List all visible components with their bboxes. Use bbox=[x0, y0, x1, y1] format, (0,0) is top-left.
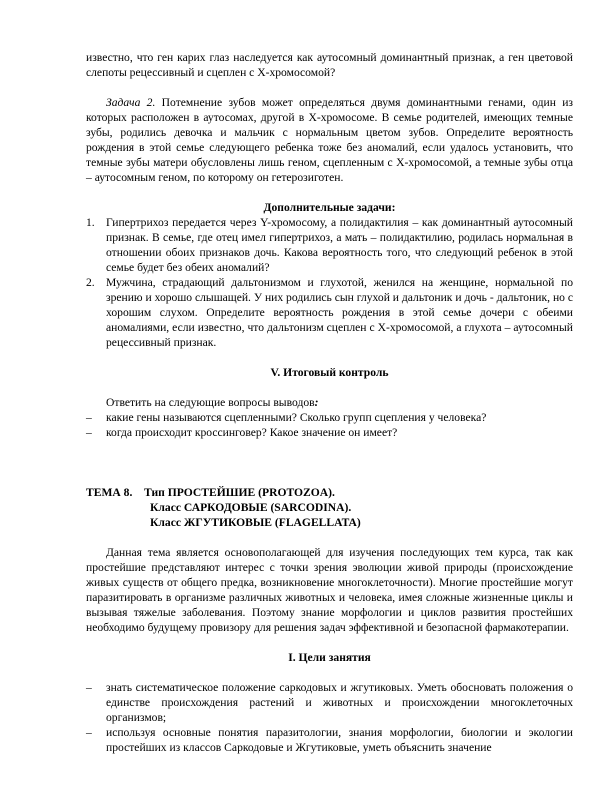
final-control-prompt-colon: : bbox=[314, 396, 319, 409]
list-item-text: когда происходит кроссинговер? Какое значение он имеет? bbox=[106, 426, 398, 439]
goals-heading: I. Цели занятия bbox=[288, 651, 371, 664]
document-page bbox=[86, 50, 573, 755]
intro-paragraph: известно, что ген карих глаз наследуется как аутосомный доминантный признак, а ген цветовой слепоты рецессивный и сцеплен с Х-хромосомой? bbox=[86, 51, 573, 79]
list-item bbox=[86, 725, 573, 755]
final-control-prompt bbox=[86, 395, 573, 410]
final-control-list bbox=[86, 410, 573, 440]
goals-list bbox=[86, 680, 573, 755]
list-item-text: Мужчина, страдающий дальтонизмом и глухотой, женился на женщине, нормальной по зрению и хорошо слышащей. У них родились сын глухой и дальтоник и дочь - дальтоник, но с хорошим слухом. Определите вероятность рождения в этой семье дочери с обеими аномалиями, если известно, что дальтонизм сцеплен с Х-хромосомой, а глухота – аутосомный рецессивный признак. bbox=[106, 276, 573, 349]
final-control-heading: V. Итоговый контроль bbox=[270, 366, 389, 379]
dash-marker: – bbox=[86, 411, 92, 424]
topic-intro-paragraph: Данная тема является основополагающей для изучения последующих тем курса, так как простейшие представляют интерес с точки зрения эволюции живой природы (происхождение живых существ от общего предка, возникновение многоклеточности). Многие простейшие могут паразитировать в организме различных животных и человека, имея сложные жизненные циклы и вызывая тяжелые заболевания. Поэтому знание морфологии и циклов развития простейших необходимо будущему провизору для решения задач эффективной и безопасной фармакотерапии. bbox=[86, 546, 573, 634]
topic-line-class-flagellata: Класс ЖГУТИКОВЫЕ (FLAGELLATA) bbox=[150, 516, 361, 529]
dash-marker: – bbox=[86, 426, 92, 439]
extra-tasks-heading: Дополнительные задачи: bbox=[263, 201, 396, 214]
list-item bbox=[86, 680, 573, 725]
list-item bbox=[86, 410, 573, 425]
list-item-text: Гипертрихоз передается через Y-хромосому, а полидактилия – как доминантный аутосомный признак. В семье, где отец имел гипертрихоз, а мать – полидактилию, родилась нормальная в отношении обоих признаков дочь. Какова вероятность того, что следующий ребенок в этой семье будет без обеих аномалий? bbox=[106, 216, 573, 274]
topic-line-type: Тип ПРОСТЕЙШИЕ (PROTOZOA). bbox=[144, 486, 335, 499]
list-item bbox=[86, 215, 573, 275]
list-item-number: 2. bbox=[86, 276, 95, 289]
list-item-text: используя основные понятия паразитологии, знания морфологии, биологии и экологии простейших из классов Саркодовые и Жгутиковые, уметь объяснить значение bbox=[106, 726, 573, 754]
topic-label: ТЕМА 8. bbox=[86, 486, 133, 499]
task-2-text: Потемнение зубов может определяться двумя доминантными генами, один из которых расположен в аутосомах, другой в Х-хромосоме. В семье родителей, имеющих темные зубы, родились девочка и мальчик с нормальным цветом зубов. Определите вероятность рождения в этой семье следующего ребенка тоже без аномалий, если удалось установить, что темные зубы матери обусловлены лишь геном, сцепленным с Х-хромосомой, а темные зубы отца – аутосомным геном, по которому он гетерозиготен. bbox=[86, 96, 573, 184]
list-item bbox=[86, 275, 573, 350]
list-item-number: 1. bbox=[86, 216, 95, 229]
topic-heading bbox=[86, 485, 573, 530]
extra-tasks-list bbox=[86, 215, 573, 350]
list-item-text: какие гены называются сцепленными? Сколько групп сцепления у человека? bbox=[106, 411, 487, 424]
topic-line-class-sarcodina: Класс САРКОДОВЫЕ (SARCODINA). bbox=[150, 501, 352, 514]
final-control-prompt-text: Ответить на следующие вопросы выводов bbox=[106, 396, 315, 409]
list-item bbox=[86, 425, 573, 440]
dash-marker: – bbox=[86, 681, 92, 694]
task-2-label: Задача 2. bbox=[106, 96, 156, 109]
list-item-text: знать систематическое положение саркодовых и жгутиковых. Уметь обосновать положения о единстве происхождения растений и животных и происхождении многоклеточных организмов; bbox=[106, 681, 573, 724]
task-2-paragraph bbox=[86, 95, 573, 185]
dash-marker: – bbox=[86, 726, 92, 739]
